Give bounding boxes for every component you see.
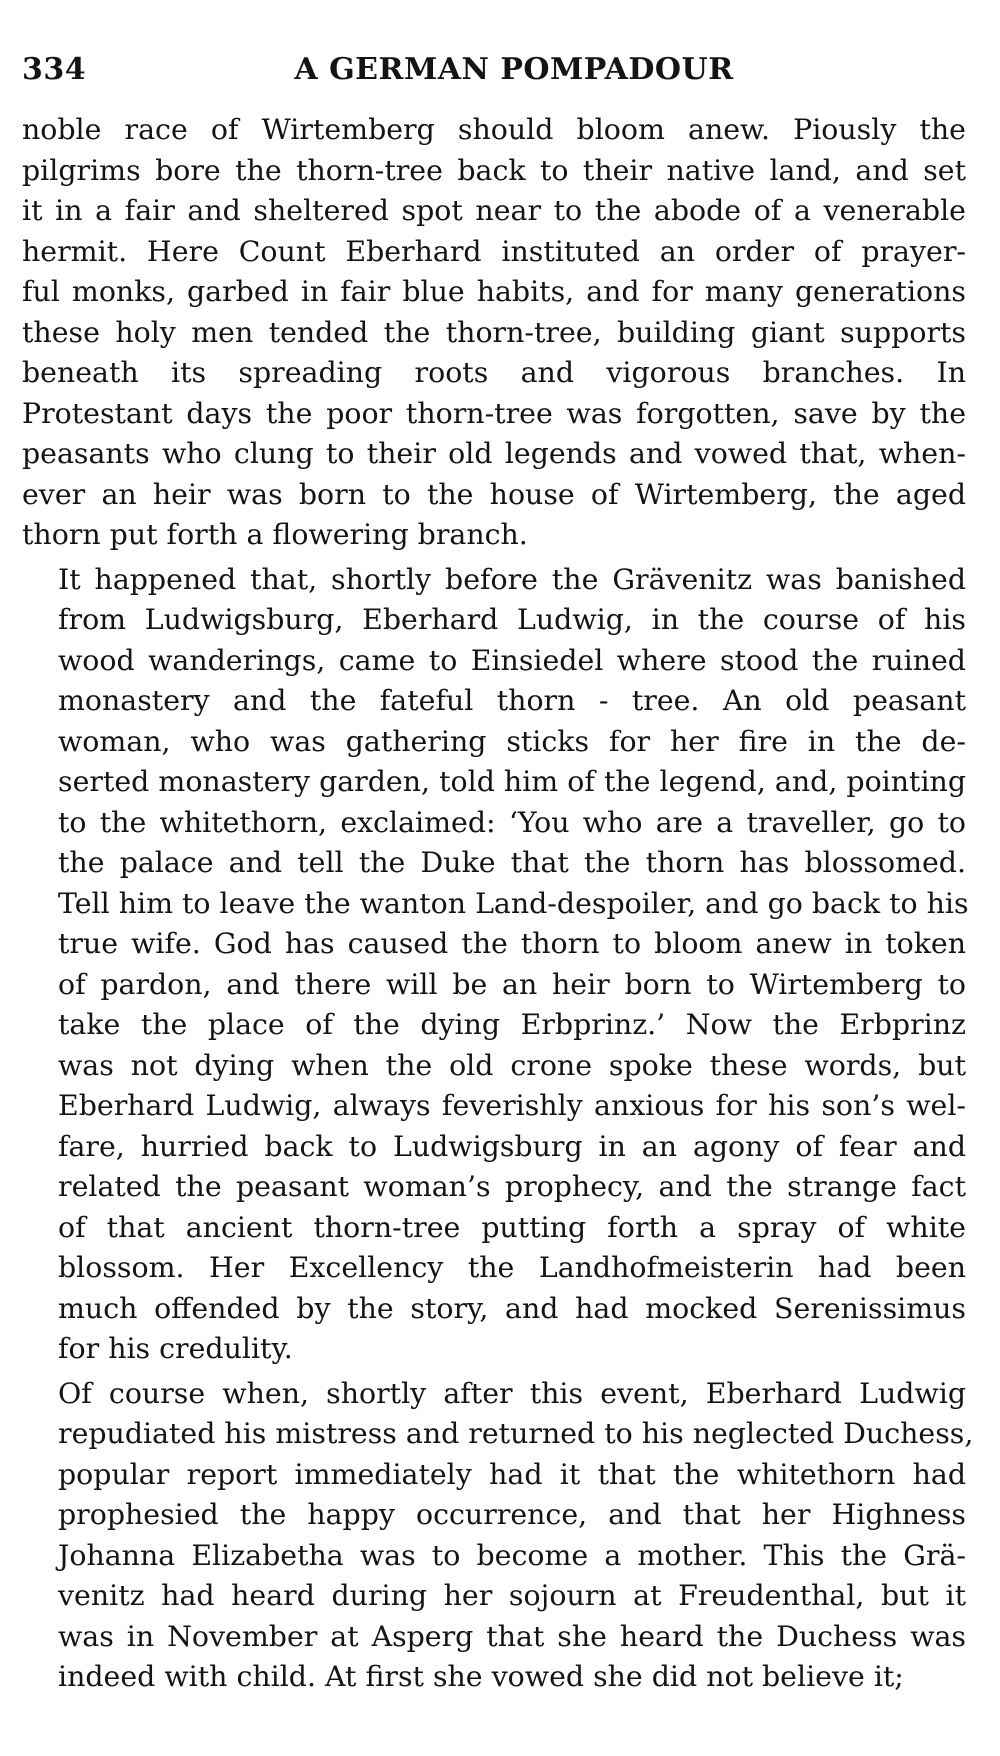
text-line: pilgrims bore the thorn-tree back to their native land, and set (22, 153, 966, 187)
text-line: It happened that, shortly before the Grävenitz was banished (58, 562, 966, 596)
text-line: ever an heir was born to the house of Wirtemberg, the aged (22, 477, 966, 511)
text-line: monastery and the fateful thorn - tree. An old peasant (58, 684, 966, 717)
text-line: was in November at Asperg that she heard the Duchess was (58, 1619, 966, 1653)
text-line: it in a fair and sheltered spot near to the abode of a venerable (22, 194, 966, 227)
text-line: these holy men tended the thorn-tree, building giant supports (22, 315, 966, 349)
text-line: of pardon, and there will be an heir born to Wirtemberg to (58, 967, 966, 1001)
text-line: was not dying when the old crone spoke these words, but (58, 1048, 966, 1082)
text-line: Protestant days the poor thorn-tree was forgotten, save by the (22, 396, 966, 430)
text-line: the palace and tell the Duke that the thorn has blossomed. (58, 846, 966, 879)
text-line: related the peasant woman’s prophecy, and the strange fact (58, 1170, 966, 1203)
text-line: Johanna Elizabetha was to become a mother. This the Grä- (58, 1538, 966, 1572)
text-line: repudiated his mistress and returned to his neglected Duchess, (58, 1417, 974, 1450)
text-line: ful monks, garbed in fair blue habits, and for many generations (22, 275, 966, 308)
paragraph-1 (22, 110, 966, 556)
text-line: take the place of the dying Erbprinz.’ Now the Erbprinz (58, 1008, 966, 1041)
text-line: venitz had heard during her sojourn at Freudenthal, but it (58, 1579, 966, 1612)
text-line: from Ludwigsburg, Eberhard Ludwig, in the course of his (58, 603, 966, 636)
text-line: serted monastery garden, told him of the legend, and, pointing (58, 765, 966, 798)
text-line: blossom. Her Excellency the Landhofmeisterin had been (58, 1251, 966, 1284)
text-line: much offended by the story, and had mocked Serenissimus (58, 1291, 966, 1325)
text-line: noble race of Wirtemberg should bloom anew. Piously the (22, 113, 966, 146)
text-line: for his credulity. (58, 1332, 293, 1365)
text-line: Of course when, shortly after this event, Eberhard Ludwig (58, 1376, 966, 1410)
text-line: prophesied the happy occurrence, and that her Highness (58, 1498, 966, 1531)
running-title: A GERMAN POMPADOUR (294, 52, 734, 87)
text-line: to the whitethorn, exclaimed: ‘You who are a traveller, go to (58, 805, 966, 839)
text-line: peasants who clung to their old legends and vowed that, when- (22, 437, 966, 470)
paragraph-2 (22, 560, 969, 1370)
text-line: thorn put forth a flowering branch. (22, 518, 528, 551)
text-line: indeed with child. At first she vowed she did not believe it; (58, 1660, 904, 1693)
text-line: of that ancient thorn-tree putting forth a spray of white (58, 1210, 966, 1244)
running-head (22, 44, 966, 100)
text-line: hermit. Here Count Eberhard instituted an order of prayer- (22, 234, 966, 268)
paragraph-3 (22, 1374, 974, 1698)
text-line: woman, who was gathering sticks for her fire in the de- (58, 724, 966, 758)
text-line: Eberhard Ludwig, always feverishly anxious for his son’s wel- (58, 1089, 966, 1122)
text-line: true wife. God has caused the thorn to bloom anew in token (58, 927, 966, 960)
text-line: popular report immediately had it that the whitethorn had (58, 1457, 966, 1491)
text-line: beneath its spreading roots and vigorous branches. In (22, 356, 966, 389)
body-text (22, 110, 974, 1698)
page-number: 334 (22, 52, 87, 87)
text-line: fare, hurried back to Ludwigsburg in an agony of fear and (58, 1129, 966, 1163)
text-line: Tell him to leave the wanton Land-despoiler, and go back to his (58, 886, 969, 920)
text-line: wood wanderings, came to Einsiedel where stood the ruined (58, 643, 966, 677)
book-page (22, 44, 974, 1702)
